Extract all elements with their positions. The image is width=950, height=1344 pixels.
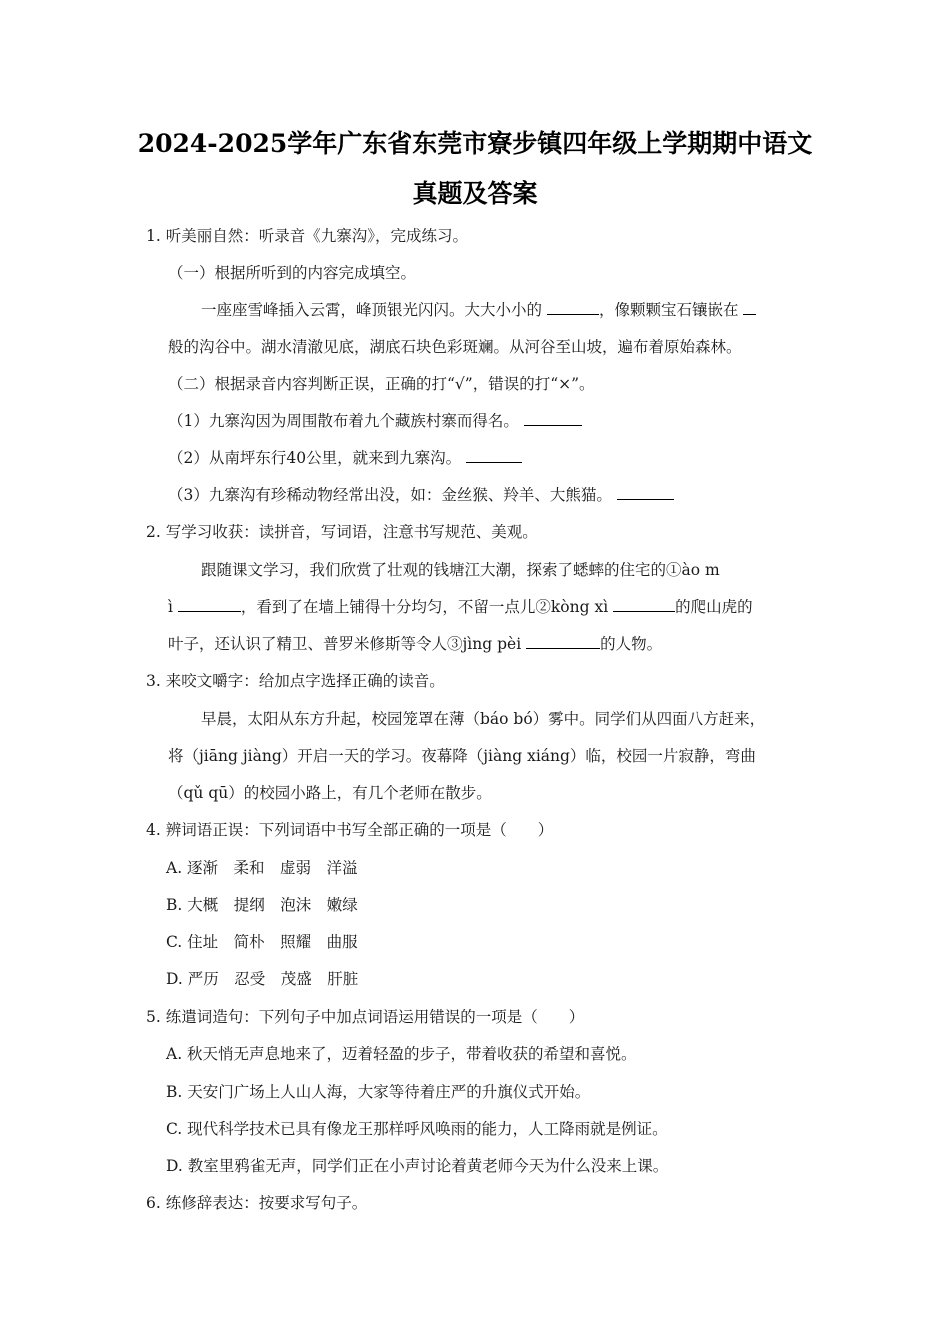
q6-stem: 6. 练修辞表达：按要求写句子。 (146, 1194, 368, 1212)
q1-part2-heading: （二）根据录音内容判断正误，正确的打“√”，错误的打“×”。 (168, 375, 595, 393)
q1-item-3 (168, 485, 674, 505)
answer-blank[interactable] (466, 448, 522, 463)
q3-text-line-1: 早晨，太阳从东方升起，校园笼罩在薄（báo bó）雾中。同学们从四面八方赶来， (201, 710, 766, 728)
answer-blank[interactable] (547, 300, 599, 315)
q2-text-3b: 的人物。 (600, 635, 663, 653)
q4-option-a[interactable]: A. 逐渐 柔和 虚弱 洋溢 (166, 859, 358, 877)
q4-stem: 4. 辨词语正误：下列词语中书写全部正确的一项是（ ） (146, 821, 554, 839)
q1-item-3-text: （3）九寨沟有珍稀动物经常出没，如：金丝猴、羚羊、大熊猫。 (168, 486, 617, 504)
q1-item-2-text: （2）从南坪东行40公里，就来到九寨沟。 (168, 449, 467, 467)
q2-text-line-2 (168, 597, 753, 617)
q1-item-1 (168, 411, 582, 431)
answer-blank[interactable] (613, 597, 675, 612)
q1-part1-text-a1: 一座座雪峰插入云霄，峰顶银光闪闪。大大小小的 (201, 301, 547, 319)
q1-part1-text-a2: ，像颗颗宝石镶嵌在 (598, 301, 744, 319)
q1-item-1-text: （1）九寨沟因为周围散布着九个藏族村寨而得名。 (168, 412, 524, 430)
q5-option-b[interactable]: B. 天安门广场上人山人海，大家等待着庄严的升旗仪式开始。 (166, 1083, 591, 1101)
q5-option-a[interactable]: A. 秋天悄无声息地来了，迈着轻盈的步子，带着收获的希望和喜悦。 (166, 1045, 637, 1063)
q2-text-line-3 (168, 634, 662, 654)
answer-blank[interactable] (526, 634, 600, 649)
q5-stem: 5. 练遣词造句：下列句子中加点词语运用错误的一项是（ ） (146, 1008, 585, 1026)
answer-blank[interactable] (743, 300, 756, 315)
q1-item-2 (168, 448, 522, 468)
answer-blank[interactable] (524, 411, 582, 426)
document-title-line-1: 2024-2025学年广东省东莞市寮步镇四年级上学期期中语文 (137, 129, 813, 158)
q2-text-2c: 的爬山虎的 (675, 598, 753, 616)
q1-part1-heading: （一）根据所听到的内容完成填空。 (168, 264, 417, 282)
q5-option-d[interactable]: D. 教室里鸦雀无声，同学们正在小声讨论着黄老师今天为什么没来上课。 (166, 1157, 669, 1175)
q4-option-d[interactable]: D. 严历 忍受 茂盛 肝脏 (166, 970, 359, 988)
q3-stem: 3. 来咬文嚼字：给加点字选择正确的读音。 (146, 672, 445, 690)
q5-option-c[interactable]: C. 现代科学技术已具有像龙王那样呼风唤雨的能力，人工降雨就是例证。 (166, 1120, 668, 1138)
q1-part1-text-line-1 (201, 300, 756, 320)
q3-text-line-3: （qǔ qū）的校园小路上，有几个老师在散步。 (168, 784, 492, 802)
answer-blank[interactable] (178, 597, 241, 612)
q2-text-2b: ，看到了在墙上铺得十分均匀，不留一点儿②kòng xì (240, 598, 614, 616)
q1-part1-text-line-2: 般的沟谷中。湖水清澈见底，湖底石块色彩斑斓。从河谷至山坡，遍布着原始森林。 (168, 338, 742, 356)
q2-text-line-1: 跟随课文学习，我们欣赏了壮观的钱塘江大潮，探索了蟋蟀的住宅的①ào m (201, 561, 720, 579)
q2-text-2a: ì (168, 598, 178, 616)
document-title-line-2: 真题及答案 (412, 179, 538, 208)
q4-option-b[interactable]: B. 大概 提纲 泡沫 嫩绿 (166, 896, 358, 914)
q2-stem: 2. 写学习收获：读拼音，写词语，注意书写规范、美观。 (146, 523, 538, 541)
q3-text-line-2: 将（jiāng jiàng）开启一天的学习。夜幕降（jiàng xiáng）临，校园一片寂静，弯曲 (168, 747, 756, 765)
answer-blank[interactable] (617, 485, 674, 500)
q1-stem: 1. 听美丽自然：听录音《九寨沟》，完成练习。 (146, 227, 468, 245)
q4-option-c[interactable]: C. 住址 简朴 照耀 曲服 (166, 933, 358, 951)
q2-text-3a: 叶子，还认识了精卫、普罗米修斯等令人③jìng pèi (168, 635, 527, 653)
